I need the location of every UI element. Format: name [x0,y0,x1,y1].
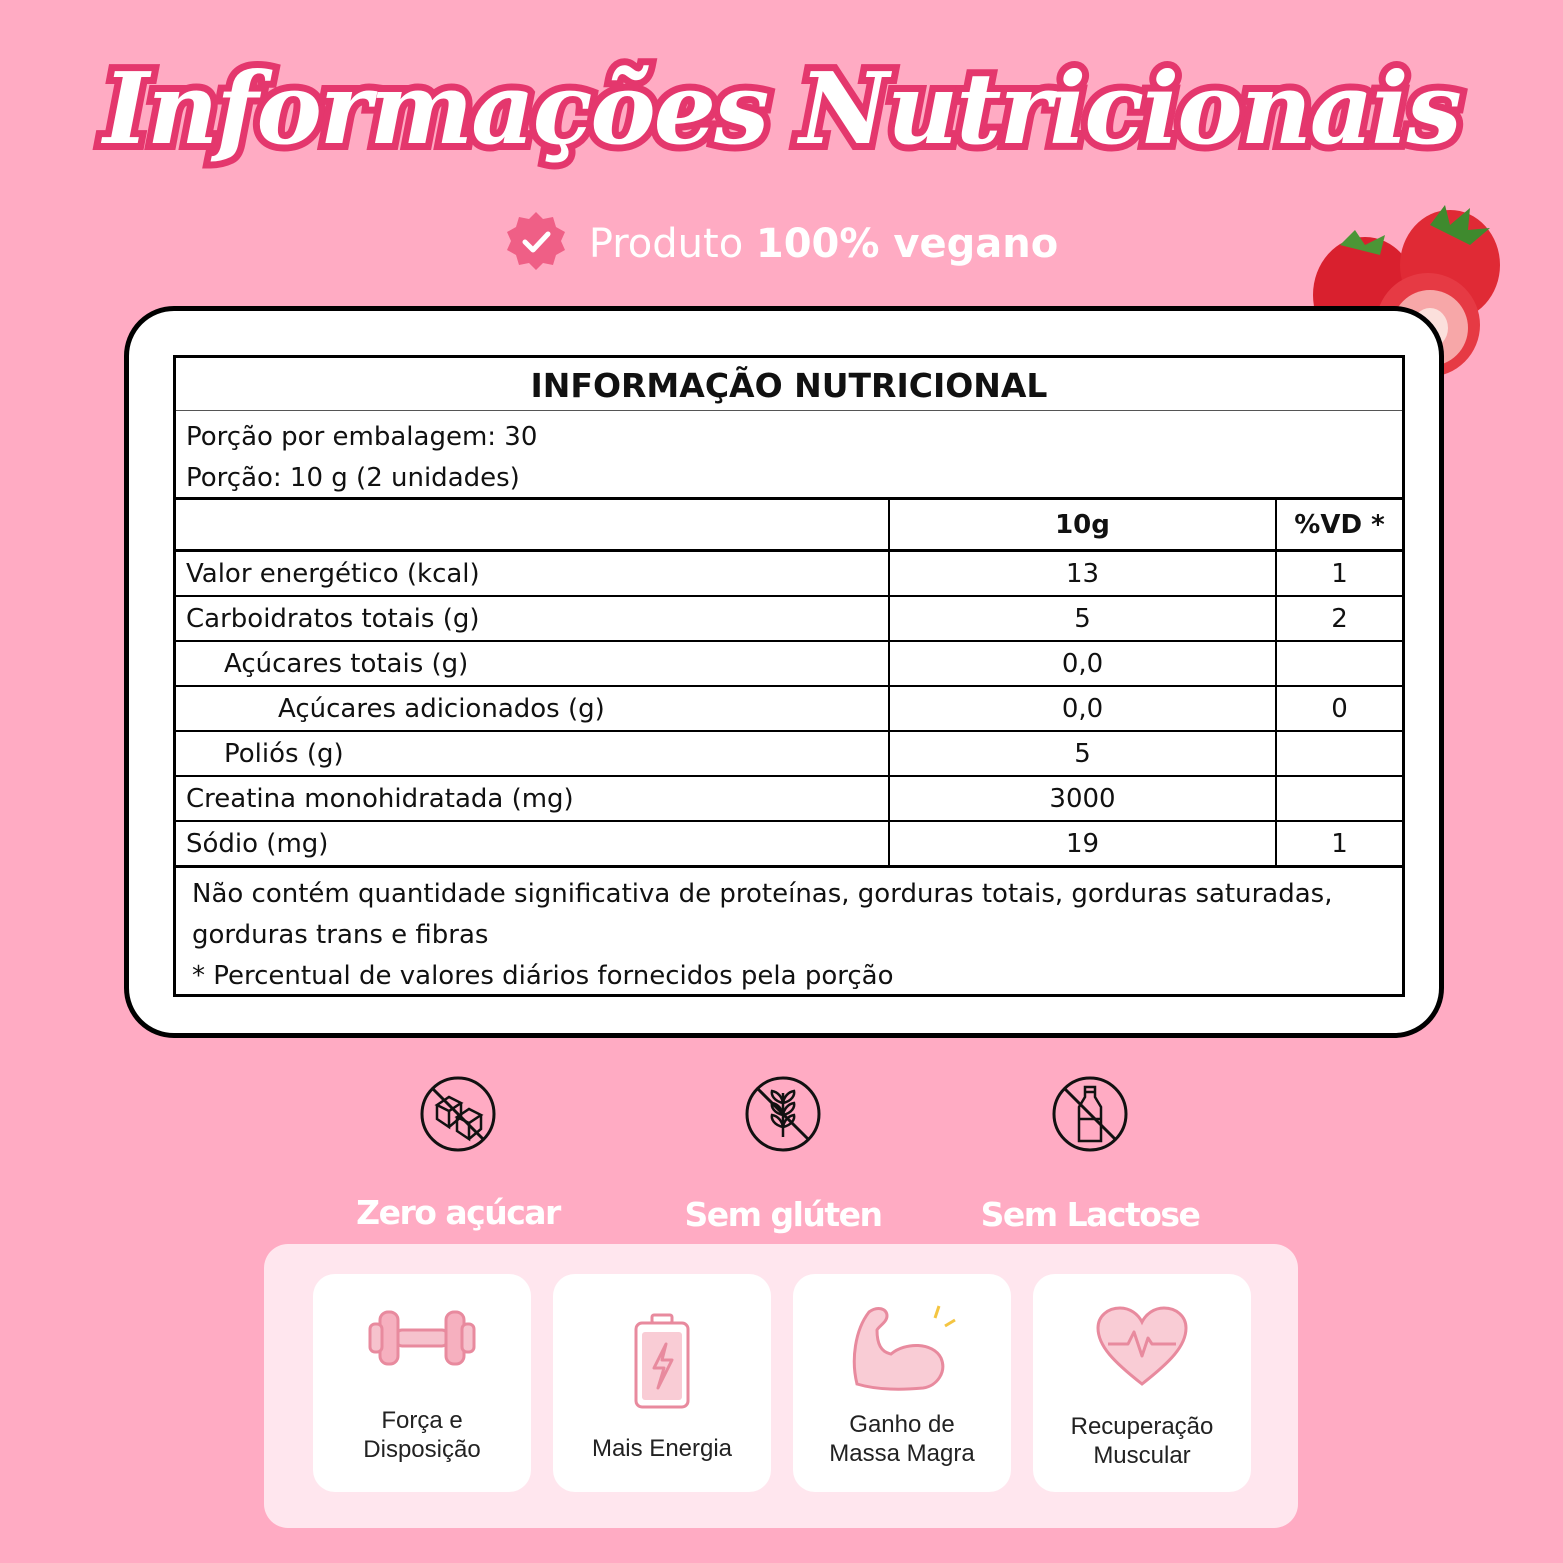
heart-pulse-icon [1094,1304,1190,1390]
table-row [176,686,1402,731]
badge-label: Zero açúcar [356,1193,560,1232]
row-label: Creatina monohidratada (mg) [176,776,889,821]
row-label: Poliós (g) [176,731,889,776]
benefit-line-1: Força e [381,1407,463,1434]
table-row [176,641,1402,686]
benefit-line-2: Disposição [363,1436,481,1463]
benefit-card-recovery [1033,1274,1251,1492]
row-amount: 13 [889,551,1276,597]
serving-info [176,411,1402,500]
row-label: Sódio (mg) [176,821,889,866]
benefit-card-strength [313,1274,531,1492]
row-vd [1276,641,1402,686]
header-blank [176,500,889,551]
table-row [176,821,1402,866]
no-lactose-icon [1051,1075,1129,1153]
row-amount: 0,0 [889,641,1276,686]
row-vd: 0 [1276,686,1402,731]
header-amount: 10g [889,500,1276,551]
vegan-bold: 100% vegano [755,221,1059,267]
table-heading: INFORMAÇÃO NUTRICIONAL [176,358,1402,411]
serving-line-2: Porção: 10 g (2 unidades) [186,463,520,493]
battery-icon [632,1312,692,1412]
dumbbell-icon [366,1298,478,1378]
no-sugar-icon [419,1075,497,1153]
row-vd [1276,776,1402,821]
table-row [176,731,1402,776]
vegan-prefix: Produto [588,221,744,267]
note-line-1: Não contém quantidade significativa de proteínas, gorduras totais, gorduras saturadas, [192,879,1333,909]
note-line-2: gorduras trans e fibras [192,920,489,950]
row-vd: 1 [1276,551,1402,597]
row-label: Carboidratos totais (g) [176,596,889,641]
table-row [176,596,1402,641]
benefit-line-1: Recuperação [1070,1413,1214,1440]
benefit-line-1: Ganho de [849,1411,955,1438]
row-label: Valor energético (kcal) [176,551,889,597]
table-footnote [176,867,1402,994]
benefit-card-energy [553,1274,771,1492]
table-header-row [176,500,1402,551]
table-row [176,551,1402,597]
header-vd: %VD * [1276,500,1402,551]
no-gluten-icon [744,1075,822,1153]
serving-line-1: Porção por embalagem: 30 [186,422,538,452]
badge-label: Sem glúten [684,1195,882,1234]
badge-zero-sugar [348,1075,568,1232]
benefit-line-1: Mais Energia [591,1435,733,1462]
row-amount: 19 [889,821,1276,866]
page-title: Informações Nutricionais [103,52,1460,167]
benefit-line-2: Massa Magra [829,1440,975,1467]
row-vd: 1 [1276,821,1402,866]
benefit-line-2: Muscular [1093,1442,1191,1469]
note-line-3: * Percentual de valores diários fornecidos pela porção [192,961,894,991]
row-amount: 0,0 [889,686,1276,731]
row-vd: 2 [1276,596,1402,641]
row-amount: 3000 [889,776,1276,821]
row-amount: 5 [889,596,1276,641]
verified-badge-icon [505,210,567,282]
benefit-card-muscle [793,1274,1011,1492]
badge-gluten-free [653,1075,913,1234]
nutrient-grid [176,500,1402,867]
muscle-icon [847,1300,957,1392]
row-label: Açúcares totais (g) [176,641,889,686]
row-amount: 5 [889,731,1276,776]
nutrition-table [173,355,1405,997]
row-vd [1276,731,1402,776]
table-row [176,776,1402,821]
badge-lactose-free [950,1075,1230,1234]
row-label: Açúcares adicionados (g) [176,686,889,731]
badge-label: Sem Lactose [980,1195,1200,1234]
